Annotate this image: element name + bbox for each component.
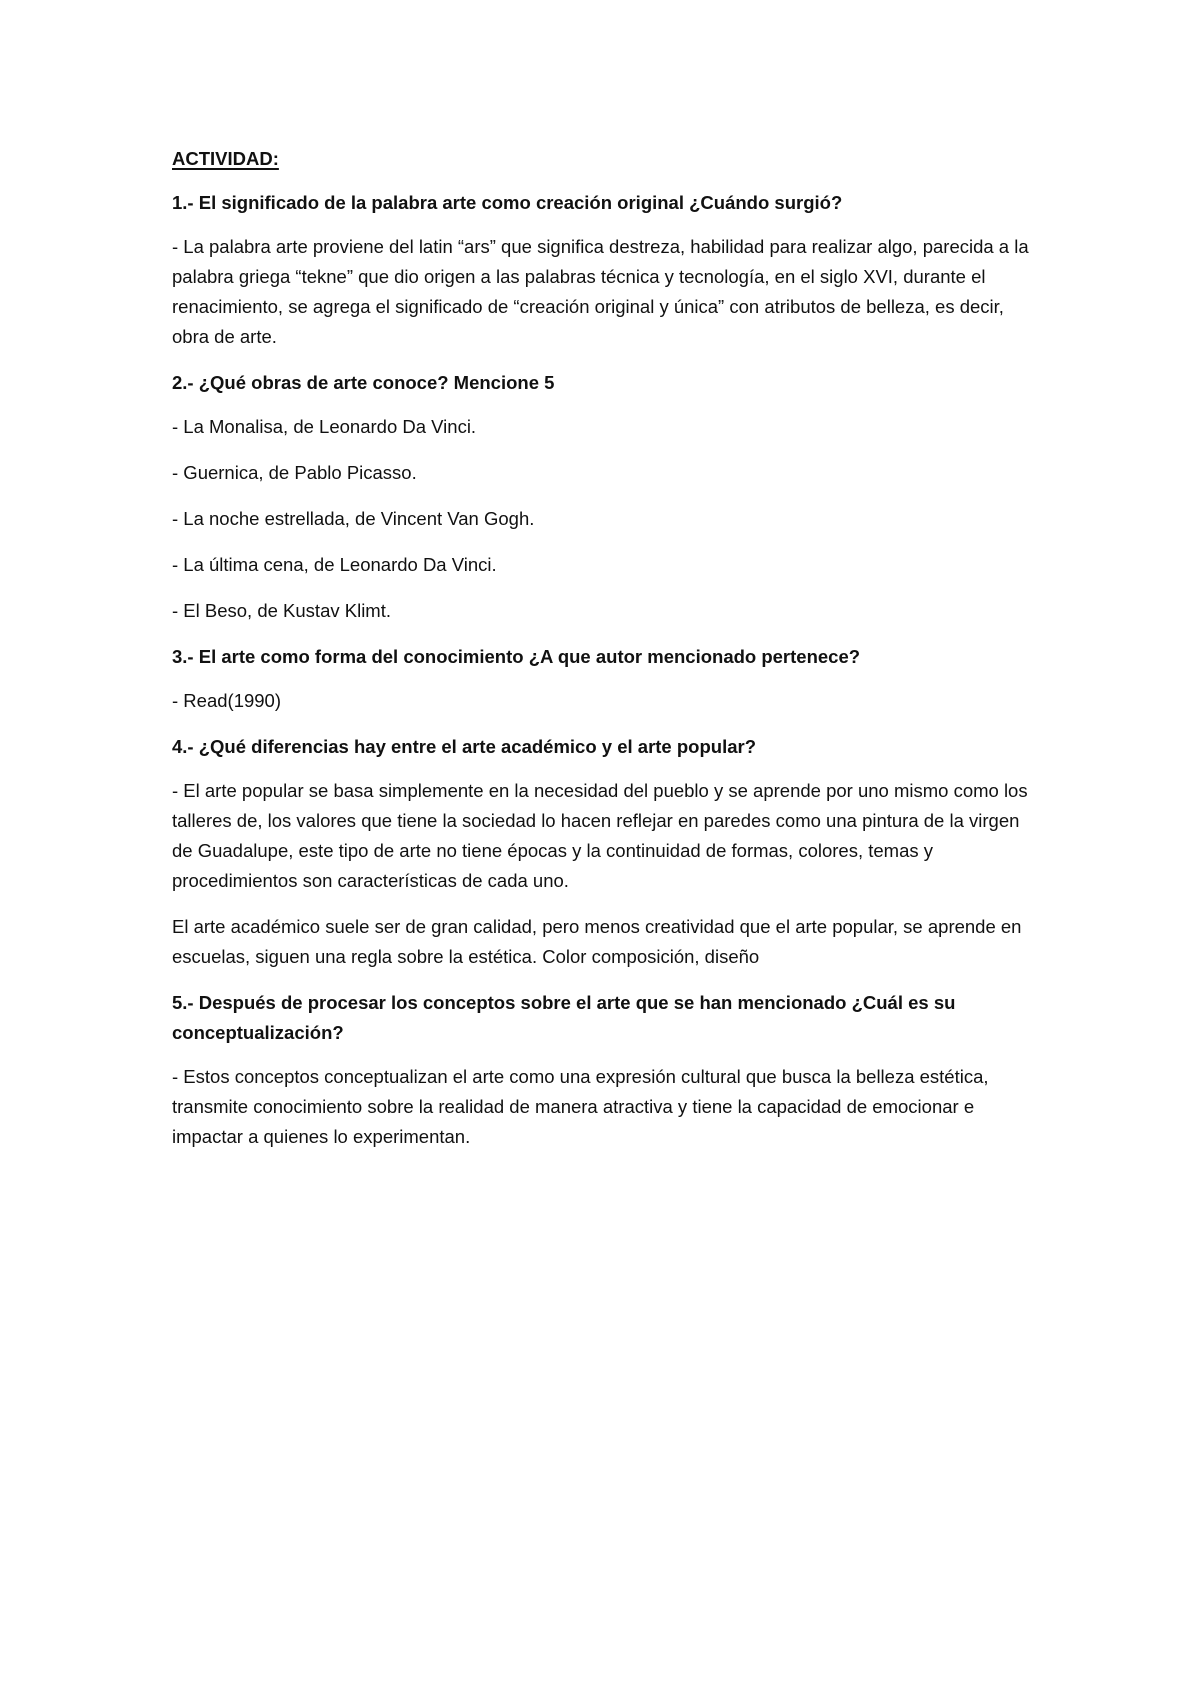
question-4: 4.- ¿Qué diferencias hay entre el arte académico y el arte popular? [172, 736, 756, 757]
answer-paragraph: - El arte popular se basa simplemente en la necesidad del pueblo y se aprende por uno mismo como los talleres de, los valores que tiene la sociedad lo hacen reflejar en paredes como una pintura de la virgen de Guadalupe, este tipo de arte no tiene épocas y la continuidad de formas, colores, temas y procedimientos son características de cada uno. [172, 780, 1028, 891]
section-4 [172, 732, 1032, 972]
question-3: 3.- El arte como forma del conocimiento ¿A que autor mencionado pertenece? [172, 646, 861, 667]
answer-list-item: - La última cena, de Leonardo Da Vinci. [172, 554, 497, 575]
question-1: 1.- El significado de la palabra arte como creación original ¿Cuándo surgió? [172, 192, 843, 213]
document-page [172, 144, 1032, 1168]
answer-list-item: - La noche estrellada, de Vincent Van Gogh. [172, 508, 535, 529]
answer-list-item: - El Beso, de Kustav Klimt. [172, 600, 392, 621]
answer-paragraph: - Estos conceptos conceptualizan el arte como una expresión cultural que busca la belleza estética, transmite conocimiento sobre la realidad de manera atractiva y tiene la capacidad de emocionar e impactar a quienes lo experimentan. [172, 1066, 989, 1147]
section-3 [172, 642, 1032, 716]
answer-paragraph: El arte académico suele ser de gran calidad, pero menos creatividad que el arte popular, se aprende en escuelas, siguen una regla sobre la estética. Color composición, diseño [172, 916, 1022, 967]
document-title: ACTIVIDAD: [172, 148, 279, 169]
section-5 [172, 988, 1032, 1152]
answer-list-item: - Read(1990) [172, 690, 282, 711]
section-1 [172, 188, 1032, 352]
question-5: 5.- Después de procesar los conceptos sobre el arte que se han mencionado ¿Cuál es su conceptualización? [172, 992, 956, 1043]
section-2 [172, 368, 1032, 626]
answer-list-item: - La Monalisa, de Leonardo Da Vinci. [172, 416, 477, 437]
question-2: 2.- ¿Qué obras de arte conoce? Mencione 5 [172, 372, 555, 393]
answer-list-item: - Guernica, de Pablo Picasso. [172, 462, 417, 483]
answer-paragraph: - La palabra arte proviene del latin “ars” que significa destreza, habilidad para realizar algo, parecida a la palabra griega “tekne” que dio origen a las palabras técnica y tecnología, en el siglo XVI, durante el renacimiento, se agrega el significado de “creación original y única” con atributos de belleza, es decir, obra de arte. [172, 236, 1029, 347]
